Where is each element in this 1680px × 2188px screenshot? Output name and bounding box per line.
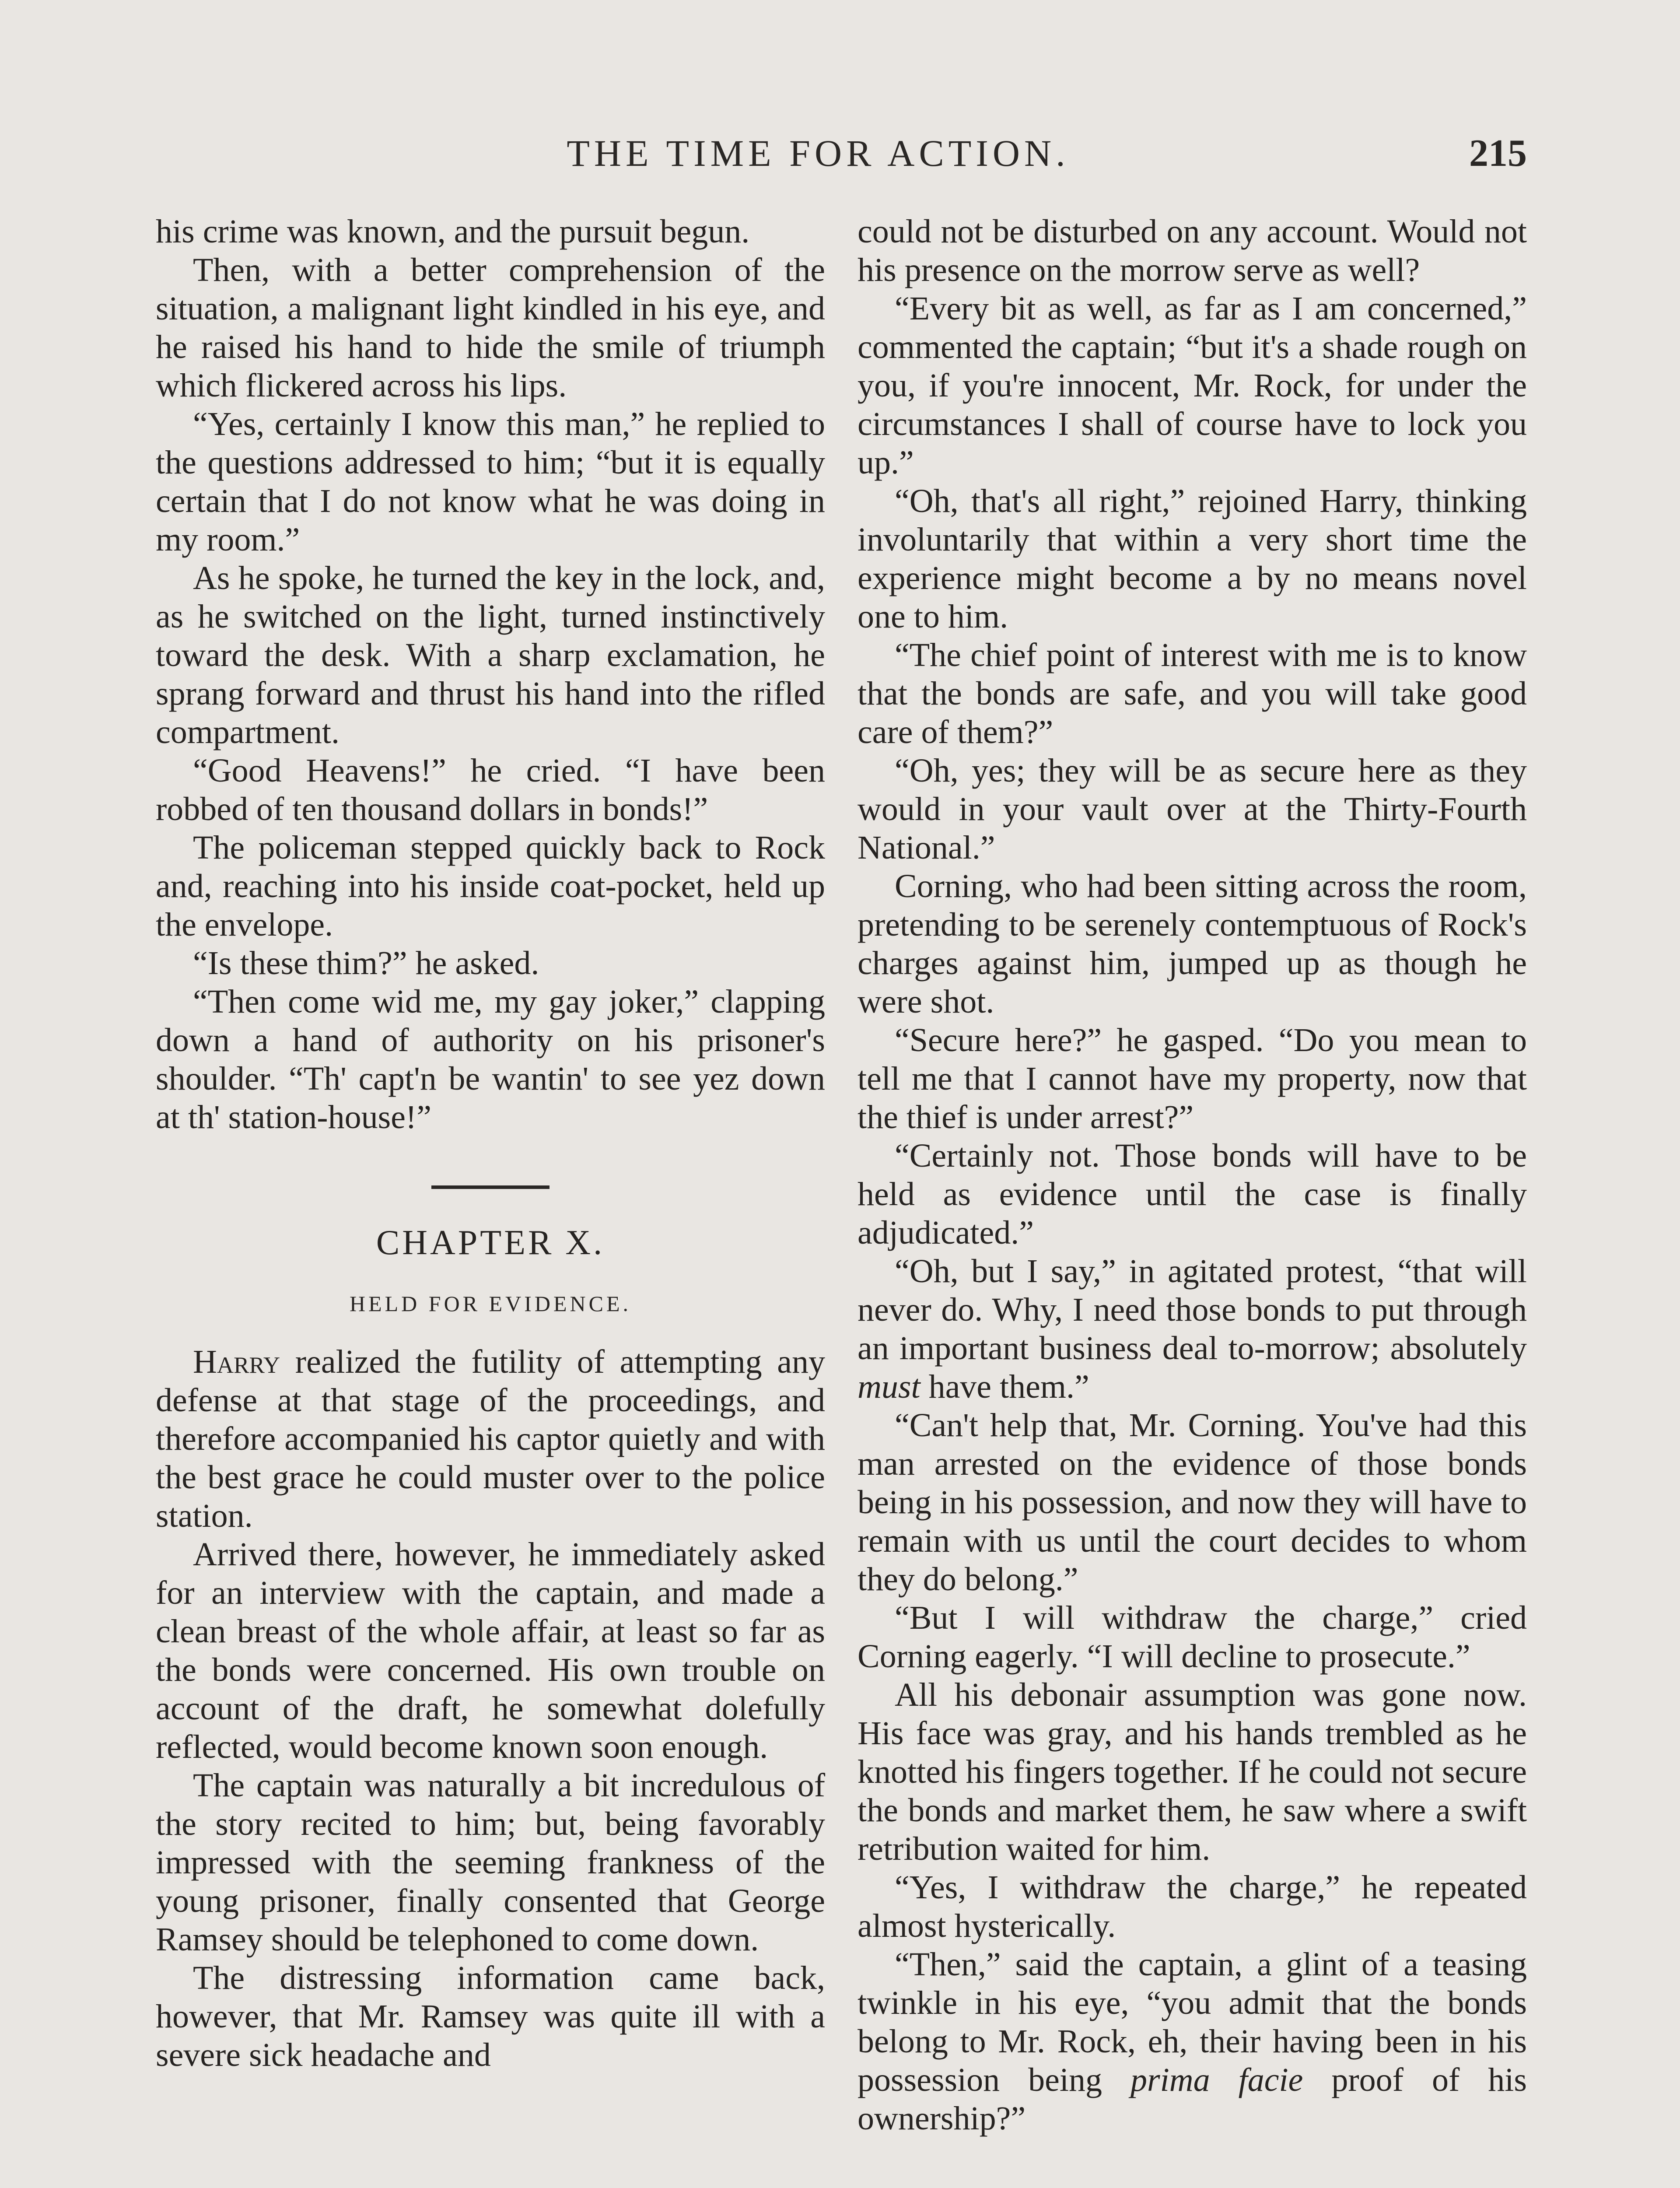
chapter-subtitle: HELD FOR EVIDENCE. — [349, 1291, 632, 1316]
emphasis-prima-facie: prima facie — [1130, 2062, 1303, 2098]
paragraph: “Yes, certainly I know this man,” he replied to the questions addressed to him; “but it is equally certain that I do not know what he was doing in my room.” — [156, 406, 825, 558]
paragraph: The policeman stepped quickly back to Rock and, reaching into his inside coat-pocket, held up the envelope. — [156, 829, 825, 943]
paragraph: Then, with a better comprehension of the situation, a malignant light kindled in his eye, and he raised his hand to hide the smile of triumph which flickered across his lips. — [156, 252, 825, 404]
page-number: 215 — [1469, 132, 1527, 175]
paragraph-continuation: could not be disturbed on any account. Would not his presence on the morrow serve as well? — [858, 213, 1527, 288]
paragraph: “Oh, that's all right,” rejoined Harry, thinking involuntarily that within a very short time the experience might become a by no means novel one to him. — [858, 483, 1527, 635]
paragraph — [858, 1945, 1527, 2138]
text-run: “Oh, but I say,” in agitated protest, “that will never do. Why, I need those bonds to put through an important business deal to-morrow; absolutely — [858, 1253, 1527, 1367]
paragraph: The captain was naturally a bit incredulous of the story recited to him; but, being favorably impressed with the seeming frankness of the young prisoner, finally consented that George Ramsey should be telephoned to come down. — [156, 1767, 825, 1958]
paragraph — [858, 1252, 1527, 1406]
paragraph: “Secure here?” he gasped. “Do you mean to tell me that I cannot have my property, now that the thief is under arrest?” — [858, 1022, 1527, 1136]
paragraph-continuation: his crime was known, and the pursuit begun. — [156, 213, 750, 250]
section-divider — [431, 1185, 550, 1189]
paragraph: “Can't help that, Mr. Corning. You've had this man arrested on the evidence of those bonds being in his possession, and now they will have to remain with us until the court decides to whom they do belong.” — [858, 1407, 1527, 1598]
paragraph: Arrived there, however, he immediately asked for an interview with the captain, and made a clean breast of the whole affair, at least so far as the bonds were concerned. His own trouble on account of the draft, he somewhat dolefully reflected, would become known soon enough. — [156, 1536, 825, 1765]
chapter-opening-paragraph — [156, 1343, 825, 1535]
paragraph: The distressing information came back, however, that Mr. Ramsey was quite ill with a severe sick headache and — [156, 1960, 825, 2073]
paragraph: “Then come wid me, my gay joker,” clapping down a hand of authority on his prisoner's shoulder. “Th' capt'n be wantin' to see yez down at th' station-house!” — [156, 983, 825, 1136]
right-column — [858, 212, 1527, 2138]
paragraph: “Certainly not. Those bonds will have to be held as evidence until the case is finally adjudicated.” — [858, 1137, 1527, 1251]
chapter-title: CHAPTER X. — [376, 1224, 605, 1262]
paragraph: “Yes, I withdraw the charge,” he repeated almost hysterically. — [858, 1869, 1527, 1944]
text-run: “Then,” said the captain, a glint of a teasing twinkle in his eye, “you admit that the bonds belong to Mr. Rock, eh, their having been in his possession being — [858, 1946, 1527, 2098]
left-column — [156, 212, 825, 2074]
paragraph: “The chief point of interest with me is to know that the bonds are safe, and you will take good care of them?” — [858, 637, 1527, 750]
paragraph: All his debonair assumption was gone now. His face was gray, and his hands trembled as he knotted his fingers together. If he could not secure the bonds and market them, he saw where a swift retribution waited for him. — [858, 1676, 1527, 1867]
paragraph: “But I will withdraw the charge,” cried Corning eagerly. “I will decline to prosecute.” — [858, 1599, 1527, 1675]
paragraph: As he spoke, he turned the key in the lock, and, as he switched on the light, turned instinctively toward the desk. With a sharp exclamation, he sprang forward and thrust his hand into the rifled compartment. — [156, 560, 825, 750]
paragraph: “Good Heavens!” he cried. “I have been robbed of ten thousand dollars in bonds!” — [156, 752, 825, 828]
paragraph: Corning, who had been sitting across the room, pretending to be serenely contemptuous of Rock's charges against him, jumped up as though he were shot. — [858, 868, 1527, 1020]
text-run: proof of his ownership?” — [858, 2062, 1527, 2137]
chapter-first-word: Harry — [193, 1343, 280, 1380]
emphasis-must: must — [858, 1368, 920, 1405]
paragraph: “Every bit as well, as far as I am concerned,” commented the captain; “but it's a shade rough on you, if you're innocent, Mr. Rock, for under the circumstances I shall of course have to lock you up.” — [858, 290, 1527, 481]
chapter-opening-text: realized the futility of attempting any defense at that stage of the proceedings, and therefore accompanied his captor quietly and with the best grace he could muster over to the police station. — [156, 1343, 825, 1534]
paragraph: “Is these thim?” he asked. — [193, 945, 539, 982]
paragraph: “Oh, yes; they will be as secure here as they would in your vault over at the Thirty-Fourth National.” — [858, 752, 1527, 866]
text-run: have them.” — [920, 1368, 1089, 1405]
running-title: THE TIME FOR ACTION. — [567, 132, 1070, 174]
